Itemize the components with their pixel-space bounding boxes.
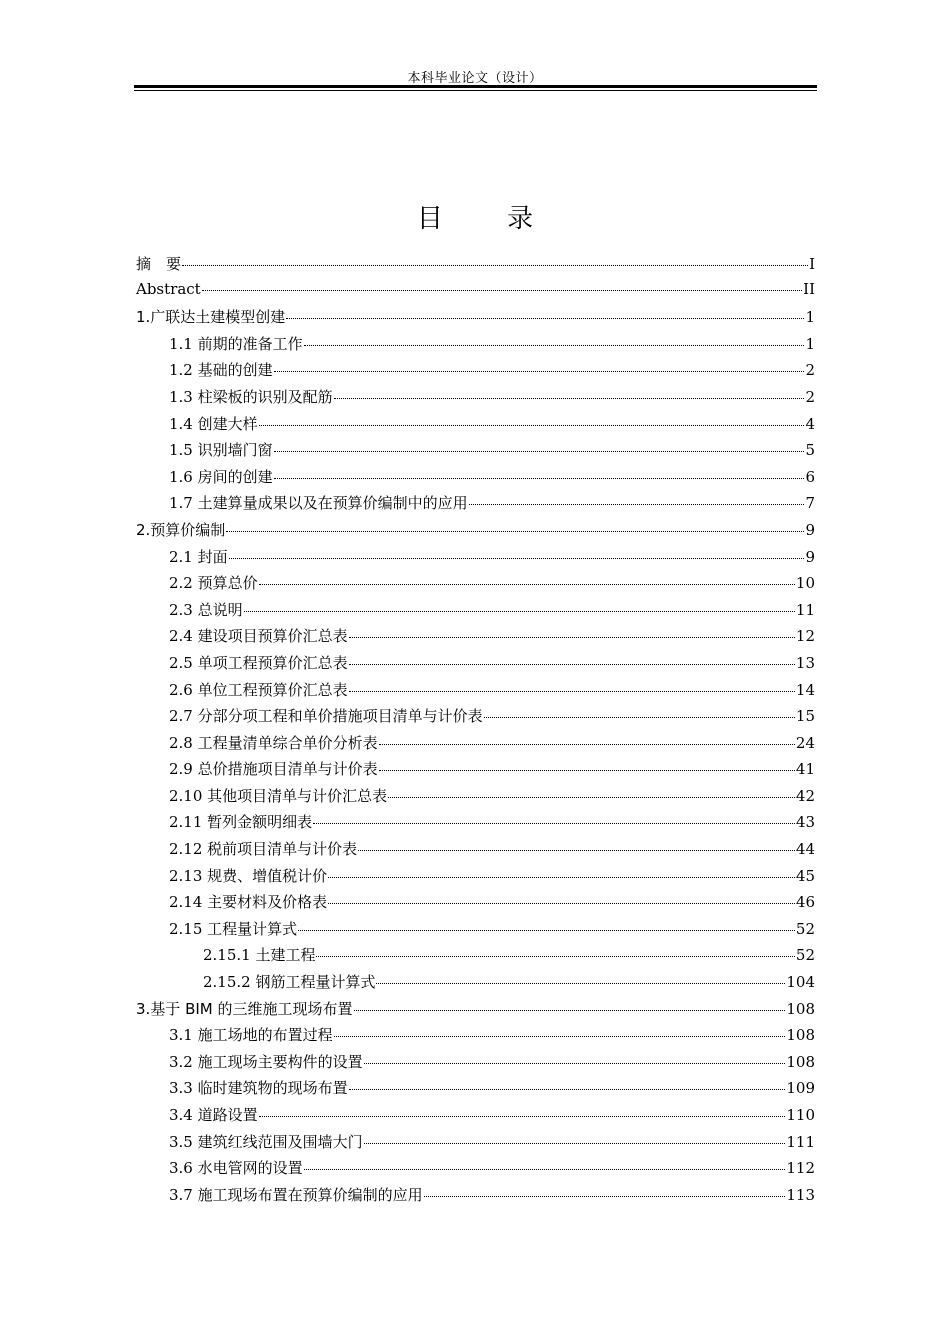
toc-dot-leader	[334, 1036, 786, 1037]
toc-entry-label: 2.7 分部分项工程和单价措施项目清单与计价表	[169, 707, 483, 726]
toc-entry[interactable]	[136, 519, 815, 546]
toc-entry-label: 2.2 预算总价	[169, 574, 258, 593]
toc-entry-page: II	[803, 279, 815, 298]
toc-entry-label: 2.11 暂列金额明细表	[169, 813, 313, 832]
toc-entry-page: 24	[795, 733, 815, 752]
toc-entry-page: 2	[805, 361, 815, 380]
toc-entry-label: Abstract	[136, 279, 201, 298]
toc-title: 目 录	[416, 204, 562, 234]
toc-entry-page: 42	[795, 786, 815, 805]
toc-entry-label: 2.5 单项工程预算价汇总表	[169, 653, 348, 672]
toc-entry-page: 9	[805, 520, 815, 539]
toc-entry[interactable]	[136, 1077, 815, 1104]
toc-entry[interactable]	[136, 625, 815, 652]
toc-entry[interactable]	[136, 492, 815, 519]
toc-entry-label: 1.7 土建算量成果以及在预算价编制中的应用	[169, 494, 468, 513]
toc-entry-label: 1.广联达土建模型创建	[136, 308, 286, 327]
toc-entry-label: 2.13 规费、增值税计价	[169, 866, 328, 885]
toc-entry-page: 112	[786, 1159, 815, 1178]
toc-entry-page: I	[809, 255, 815, 273]
toc-dot-leader	[259, 584, 795, 585]
toc-entry-label: 2.3 总说明	[169, 600, 243, 619]
toc-dot-leader	[349, 691, 795, 692]
toc-dot-leader	[274, 371, 805, 372]
toc-dot-leader	[244, 611, 795, 612]
toc-entry-page: 1	[805, 308, 815, 327]
toc-dot-leader	[349, 637, 795, 638]
toc-entry-label: 2.9 总价措施项目清单与计价表	[169, 760, 378, 779]
toc-entry[interactable]	[136, 599, 815, 626]
toc-entry-page: 44	[795, 840, 815, 859]
toc-dot-leader	[182, 265, 808, 266]
toc-dot-leader	[354, 1010, 786, 1011]
toc-entry-label: 2.1 封面	[169, 547, 228, 566]
toc-entry-page: 108	[786, 1052, 815, 1071]
toc-dot-leader	[229, 558, 805, 559]
toc-entry-page: 7	[805, 494, 815, 513]
toc-entry-page: 108	[786, 1026, 815, 1045]
toc-entry-label: 摘 要	[136, 255, 182, 273]
toc-entry-label: 2.6 单位工程预算价汇总表	[169, 680, 348, 699]
toc-entry[interactable]	[136, 732, 815, 759]
toc-entry[interactable]	[136, 466, 815, 493]
toc-entry-label: 3.6 水电管网的设置	[169, 1159, 303, 1178]
toc-entry[interactable]	[136, 838, 815, 865]
toc-dot-leader	[274, 478, 805, 479]
toc-entry[interactable]	[136, 306, 815, 333]
toc-entry-page: 15	[795, 707, 815, 726]
toc-entry-label: 2.15.2 钢筋工程量计算式	[203, 973, 376, 992]
toc-dot-leader	[313, 823, 795, 824]
toc-entry-page: 9	[805, 547, 815, 566]
toc-entry-page: 45	[795, 866, 815, 885]
toc-entry-page: 113	[786, 1185, 815, 1204]
toc-entry[interactable]	[136, 1157, 815, 1184]
toc-entry[interactable]	[136, 1024, 815, 1051]
toc-entry-page: 104	[786, 973, 815, 992]
toc-entry-label: 2.10 其他项目清单与计价汇总表	[169, 786, 388, 805]
toc-entry-page: 46	[795, 893, 815, 912]
toc-entry[interactable]	[136, 785, 815, 812]
toc-entry-page: 108	[786, 999, 815, 1018]
toc-entry-page: 41	[795, 760, 815, 779]
toc-entry-page: 52	[795, 946, 815, 965]
toc-entry-label: 1.2 基础的创建	[169, 361, 273, 380]
toc-dot-leader	[304, 1169, 786, 1170]
toc-dot-leader	[286, 318, 804, 319]
toc-entry-label: 2.8 工程量清单综合单价分析表	[169, 733, 378, 752]
toc-entry-page: 109	[786, 1079, 815, 1098]
toc-entry[interactable]	[136, 253, 815, 280]
toc-entry-page: 4	[805, 414, 815, 433]
toc-entry[interactable]	[136, 1051, 815, 1078]
toc-entry-page: 11	[795, 600, 815, 619]
toc-dot-leader	[376, 983, 785, 984]
toc-dot-leader	[328, 877, 795, 878]
toc-dot-leader	[349, 1089, 786, 1090]
toc-entry-label: 3.2 施工现场主要构件的设置	[169, 1052, 363, 1071]
toc-entry-label: 1.1 前期的准备工作	[169, 334, 303, 353]
toc-entry-label: 3.5 建筑红线范围及围墙大门	[169, 1132, 363, 1151]
toc-entry[interactable]	[136, 572, 815, 599]
toc-entry-label: 1.4 创建大样	[169, 414, 258, 433]
toc-entry[interactable]	[136, 1184, 815, 1211]
toc-dot-leader	[226, 531, 804, 532]
toc-entry[interactable]	[136, 280, 815, 307]
toc-entry-label: 2.12 税前项目清单与计价表	[169, 840, 358, 859]
toc-entry[interactable]	[136, 333, 815, 360]
toc-entry[interactable]	[136, 891, 815, 918]
toc-entry-page: 10	[795, 574, 815, 593]
toc-entry[interactable]	[136, 413, 815, 440]
toc-entry[interactable]	[136, 546, 815, 573]
toc-dot-leader	[388, 797, 795, 798]
toc-dot-leader	[259, 1116, 786, 1117]
toc-entry-label: 3.1 施工场地的布置过程	[169, 1026, 333, 1045]
toc-dot-leader	[259, 425, 805, 426]
toc-entry[interactable]	[136, 652, 815, 679]
toc-entry[interactable]	[136, 439, 815, 466]
toc-entry[interactable]	[136, 811, 815, 838]
toc-entry[interactable]	[136, 705, 815, 732]
toc-entry[interactable]	[136, 944, 815, 971]
toc-entry[interactable]	[136, 971, 815, 998]
toc-entry-page: 1	[805, 334, 815, 353]
toc-entry-label: 1.3 柱梁板的识别及配筋	[169, 387, 333, 406]
toc-entry[interactable]	[136, 359, 815, 386]
toc-dot-leader	[424, 1196, 786, 1197]
header-rule-thin	[134, 90, 817, 91]
toc-entry[interactable]	[136, 386, 815, 413]
toc-entry[interactable]	[136, 998, 815, 1025]
toc-entry-label: 2.14 主要材料及价格表	[169, 893, 328, 912]
toc-entry-page: 43	[795, 813, 815, 832]
toc-dot-leader	[364, 1143, 786, 1144]
toc-entry[interactable]	[136, 865, 815, 892]
running-header: 本科毕业论文（设计）	[407, 71, 543, 86]
toc-dot-leader	[298, 930, 795, 931]
toc-dot-leader	[328, 903, 795, 904]
toc-dot-leader	[469, 504, 805, 505]
toc-entry-page: 13	[795, 653, 815, 672]
toc-dot-leader	[274, 451, 805, 452]
toc-dot-leader	[379, 744, 795, 745]
toc-dot-leader	[364, 1063, 786, 1064]
toc-entry-page: 6	[805, 467, 815, 486]
toc-entry[interactable]	[136, 1104, 815, 1131]
table-of-contents	[136, 253, 815, 1210]
toc-entry-label: 2.4 建设项目预算价汇总表	[169, 627, 348, 646]
toc-entry-label: 3.7 施工现场布置在预算价编制的应用	[169, 1185, 423, 1204]
toc-entry-page: 52	[795, 919, 815, 938]
header-rule	[134, 85, 817, 88]
toc-dot-leader	[316, 956, 794, 957]
toc-entry[interactable]	[136, 679, 815, 706]
toc-dot-leader	[202, 290, 802, 291]
toc-entry-page: 110	[786, 1106, 815, 1124]
toc-entry-page: 12	[795, 627, 815, 646]
toc-entry-label: 3.4 道路设置	[169, 1106, 258, 1124]
toc-dot-leader	[334, 398, 805, 399]
toc-dot-leader	[484, 717, 795, 718]
toc-entry-page: 111	[786, 1132, 815, 1151]
toc-entry-label: 2.15 工程量计算式	[169, 919, 298, 938]
toc-dot-leader	[379, 770, 795, 771]
toc-entry[interactable]	[136, 758, 815, 785]
toc-entry-page: 5	[805, 441, 815, 460]
toc-dot-leader	[349, 664, 795, 665]
toc-entry-label: 3.基于 BIM 的三维施工现场布置	[136, 999, 353, 1018]
toc-entry-page: 2	[805, 387, 815, 406]
toc-entry-label: 1.5 识别墙门窗	[169, 441, 273, 460]
toc-entry-page: 14	[795, 680, 815, 699]
toc-dot-leader	[358, 850, 795, 851]
toc-entry[interactable]	[136, 1131, 815, 1158]
toc-entry[interactable]	[136, 918, 815, 945]
toc-entry-label: 2.预算价编制	[136, 520, 226, 539]
toc-entry-label: 2.15.1 土建工程	[203, 946, 316, 965]
toc-dot-leader	[304, 345, 805, 346]
toc-entry-label: 3.3 临时建筑物的现场布置	[169, 1079, 348, 1098]
toc-entry-label: 1.6 房间的创建	[169, 467, 273, 486]
